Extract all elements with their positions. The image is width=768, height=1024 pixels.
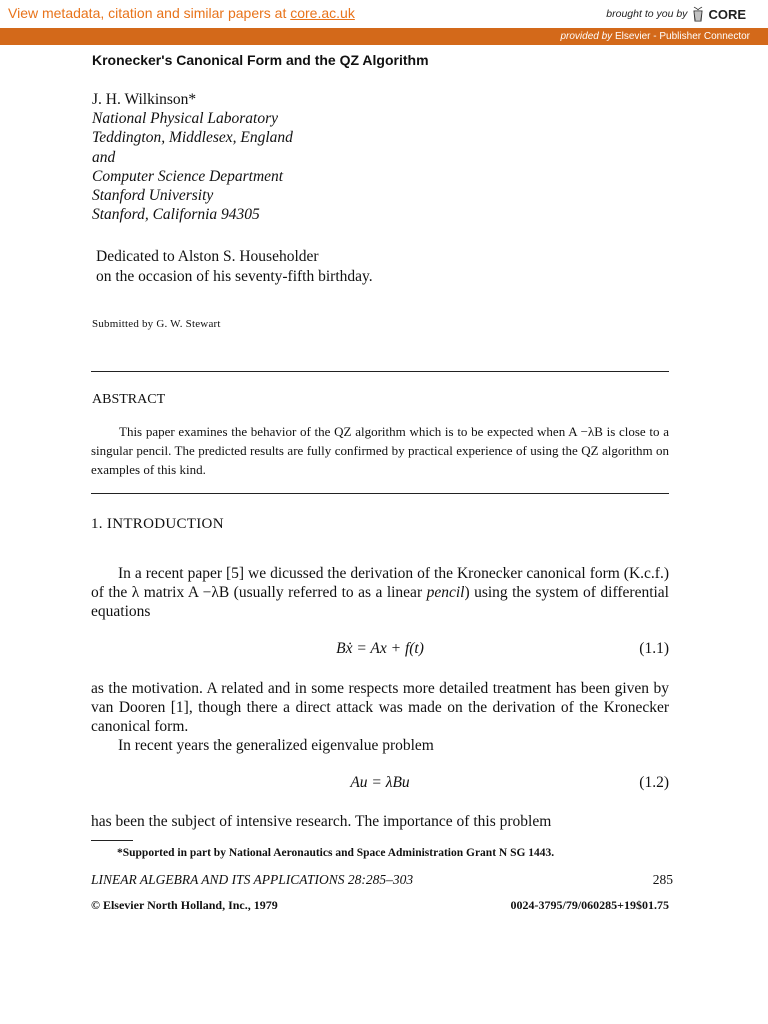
page-number: 285 — [652, 872, 673, 887]
affiliation-line: Teddington, Middlesex, England — [92, 129, 293, 147]
equation-1-1 — [91, 640, 669, 660]
footnote: *Supported in part by National Aeronautics and Space Administration Grant N SG 1443. — [117, 847, 555, 859]
affiliation-line: and — [92, 148, 116, 166]
dedication-line: Dedicated to Alston S. Householder — [96, 248, 319, 265]
equation-number: (1.1) — [639, 640, 669, 657]
dedication-line: on the occasion of his seventy-fifth birthday. — [96, 268, 373, 285]
paper-title: Kronecker's Canonical Form and the QZ Algorithm — [92, 52, 429, 68]
equation-number: (1.2) — [639, 774, 669, 791]
affiliation-line: Stanford, California 94305 — [92, 206, 260, 224]
submitted-by: Submitted by G. W. Stewart — [92, 318, 221, 330]
divider-rule — [91, 493, 669, 494]
article-code: 0024-3795/79/060285+19$01.75 — [510, 898, 669, 912]
copyright-line — [91, 898, 669, 913]
view-metadata-link[interactable] — [8, 5, 355, 21]
paragraph: In a recent paper [5] we dicussed the derivation of the Kronecker canonical form (K.c.f.) of the λ matrix A −λB (usually referred to as a linear pencil) using the system of differential equations — [91, 565, 669, 620]
core-logo-icon — [692, 6, 704, 22]
affiliation-line: Computer Science Department — [92, 167, 284, 185]
emphasis-pencil: pencil — [426, 584, 465, 601]
equation-expression: Bẋ = Ax + f(t) — [336, 640, 424, 657]
provider-bar — [0, 28, 768, 45]
paragraph: In recent years the generalized eigenvalue problem — [118, 737, 434, 754]
author-block — [92, 90, 293, 224]
section-heading: 1. INTRODUCTION — [91, 516, 224, 532]
paragraph: as the motivation. A related and in some respects more detailed treatment has been given by van Dooren [1], though there a direct attack was made on the derivation of the Kronecker canonical form. — [91, 680, 669, 735]
abstract-text: This paper examines the behavior of the QZ algorithm which is to be expected when A −λB is close to a singular pencil. The predicted results are fully confirmed by practical experience of using the QZ algorithm on examples of this kind. — [91, 424, 669, 477]
brought-by-core[interactable] — [606, 6, 746, 22]
core-brand: CORE — [708, 6, 746, 22]
core-site-link[interactable]: core.ac.uk — [290, 5, 355, 21]
divider-rule — [91, 371, 669, 372]
footnote-rule — [91, 840, 133, 841]
journal-citation — [91, 872, 673, 888]
core-banner — [0, 0, 768, 29]
brought-by-text: brought to you by — [606, 8, 688, 20]
affiliation-line: Stanford University — [92, 187, 214, 205]
abstract-heading: ABSTRACT — [92, 392, 166, 407]
provided-by-label: provided by — [560, 31, 613, 42]
view-link-text: View metadata, citation and similar papers at — [8, 5, 291, 21]
dedication — [96, 247, 373, 287]
copyright-text: © Elsevier North Holland, Inc., 1979 — [91, 898, 278, 912]
paragraph: has been the subject of intensive research. The importance of this problem — [91, 813, 552, 830]
affiliation-line: National Physical Laboratory — [92, 110, 278, 128]
journal-name: LINEAR ALGEBRA AND ITS APPLICATIONS 28:285–303 — [91, 872, 414, 887]
provider-link[interactable]: Elsevier - Publisher Connector — [614, 31, 750, 42]
author-name: J. H. Wilkinson* — [92, 91, 197, 108]
equation-expression: Au = λBu — [350, 774, 410, 791]
equation-1-2 — [91, 774, 669, 794]
